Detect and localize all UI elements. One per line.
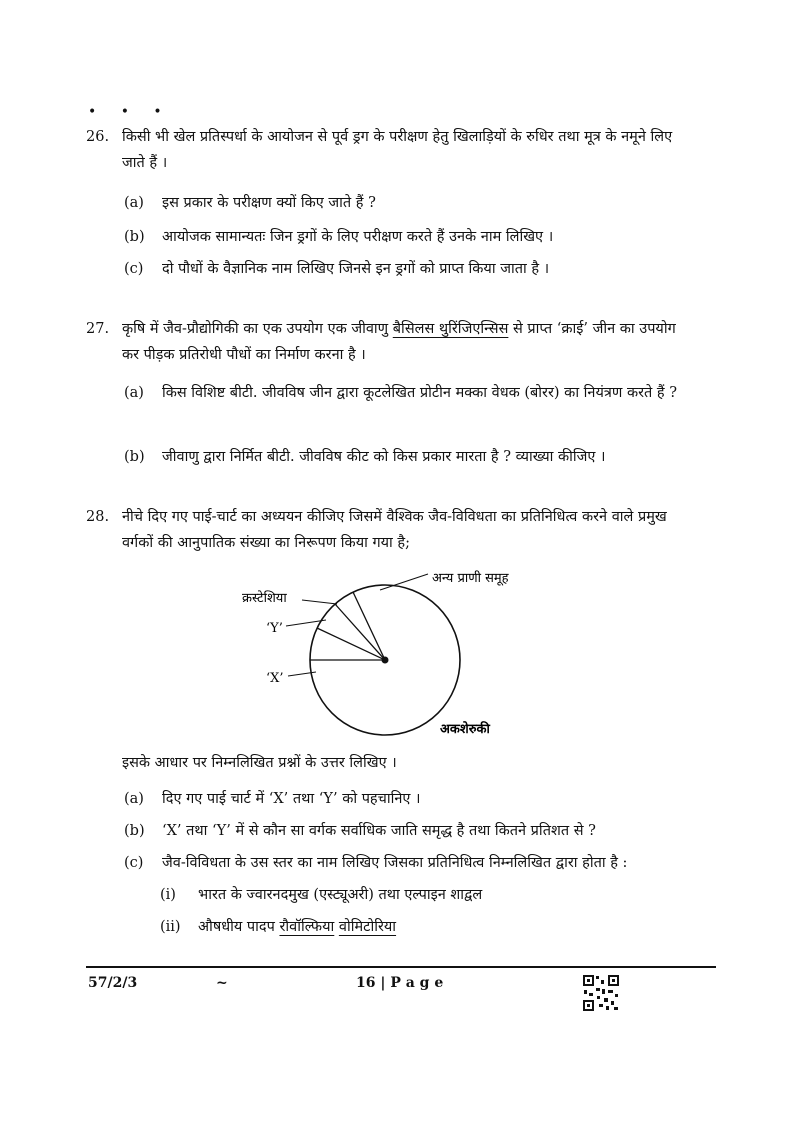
question-text-part: कृषि में जैव-प्रौद्योगिकी का एक उपयोग एक जीवाणु [122,321,393,337]
paper-code: 57/2/3 [88,975,138,991]
sub-option-28c-i [160,882,680,908]
option-text: ‘X’ तथा ‘Y’ में से कौन सा वर्गक सर्वाधिक जाति समृद्ध है तथा कितने प्रतिशत से ? [162,823,596,839]
pie-label-y: ‘Y’ [266,621,283,636]
question-number: 28. [86,509,110,525]
question-28-instruction [86,750,686,776]
pie-slice-line [317,628,385,660]
scientific-name: वोमिटोरिया [338,919,397,935]
sub-option-text-part: औषधीय पादप [198,919,280,935]
option-26a [124,190,684,216]
pie-label-other-animals: अन्य प्राणी समूह [432,571,509,586]
pie-label-crustacea: क्रस्टेशिया [242,591,287,606]
decorative-dots: • • • [88,104,172,120]
question-text: नीचे दिए गए पाई-चार्ट का अध्ययन कीजिए जिसमें वैश्विक जैव-विविधता का प्रतिनिधित्व करने वाले प्रमुख वर्गकों की आनुपातिक संख्या का निरूपण किया गया है; [122,509,667,551]
question-number: 27. [86,321,110,337]
question-text-part: से प्राप्त ‘क्राई’ जीन का उपयोग कर पीड़क प्रतिरोधी पौधों का निर्माण करना है । [122,321,676,363]
footer-divider [86,966,716,968]
option-label: (a) [124,385,144,401]
option-label: (b) [124,449,145,465]
option-26c [124,256,684,282]
qr-code-icon [582,974,620,1012]
sub-option-28c-ii [160,914,680,940]
question-text: किसी भी खेल प्रतिस्पर्धा के आयोजन से पूर्व ड्रग के परीक्षण हेतु खिलाड़ियों के रुधिर तथा मूत्र के नमूने लिए जाते हैं । [122,129,673,171]
option-text: जैव-विविधता के उस स्तर का नाम लिखिए जिसका प्रतिनिधित्व निम्नलिखित द्वारा होता है : [162,855,628,871]
pie-center [382,657,389,664]
question-28 [86,504,686,556]
option-28a [124,786,684,812]
option-text: दो पौधों के वैज्ञानिक नाम लिखिए जिनसे इन ड्रगों को प्राप्त किया जाता है । [162,261,550,277]
option-28c [124,850,684,876]
sub-option-label: (i) [160,887,176,903]
sub-option-text: भारत के ज्वारनदमुख (एस्ट्यूअरी) तथा एल्पाइन शाद्वल [198,887,483,903]
pie-label-x: ‘X’ [266,671,284,686]
sub-option-label: (ii) [160,919,181,935]
page-number: 16 | P a g e [356,975,444,991]
option-26b [124,224,684,250]
question-26 [86,124,686,176]
option-27b [124,444,684,470]
label-leader-line [302,600,337,604]
footer-tilde: ~ [216,975,228,991]
option-label: (b) [124,823,145,839]
option-27a [124,380,684,406]
question-27 [86,316,686,368]
instruction-text: इसके आधार पर निम्नलिखित प्रश्नों के उत्तर लिखिए । [122,755,397,771]
sub-option-text [198,914,680,940]
scientific-name: बैसिलस थुरिंजिएन्सिस [392,321,509,337]
pie-label-invertebrates: अकशेरुकी [440,722,490,737]
question-number: 26. [86,129,110,145]
option-label: (a) [124,195,144,211]
option-text: दिए गए पाई चार्ट में ‘X’ तथा ‘Y’ को पहचानिए । [162,791,421,807]
option-text: इस प्रकार के परीक्षण क्यों किए जाते हैं ? [162,195,376,211]
pie-slice-line [335,604,385,660]
option-label: (a) [124,791,144,807]
option-text: आयोजक सामान्यतः जिन ड्रगों के लिए परीक्षण करते हैं उनके नाम लिखिए । [162,229,554,245]
option-label: (c) [124,855,144,871]
option-28b [124,818,684,844]
option-label: (c) [124,261,144,277]
pie-slice-line [353,592,385,660]
option-label: (b) [124,229,145,245]
option-text: किस विशिष्ट बीटी. जीवविष जीन द्वारा कूटलेखित प्रोटीन मक्का वेधक (बोरर) का नियंत्रण करते हैं ? [162,385,678,401]
scientific-name: रौवॉल्फिया [279,919,335,935]
option-text: जीवाणु द्वारा निर्मित बीटी. जीवविष कीट को किस प्रकार मारता है ? व्याख्या कीजिए । [162,449,606,465]
question-text [122,316,686,368]
pie-chart [240,560,540,740]
